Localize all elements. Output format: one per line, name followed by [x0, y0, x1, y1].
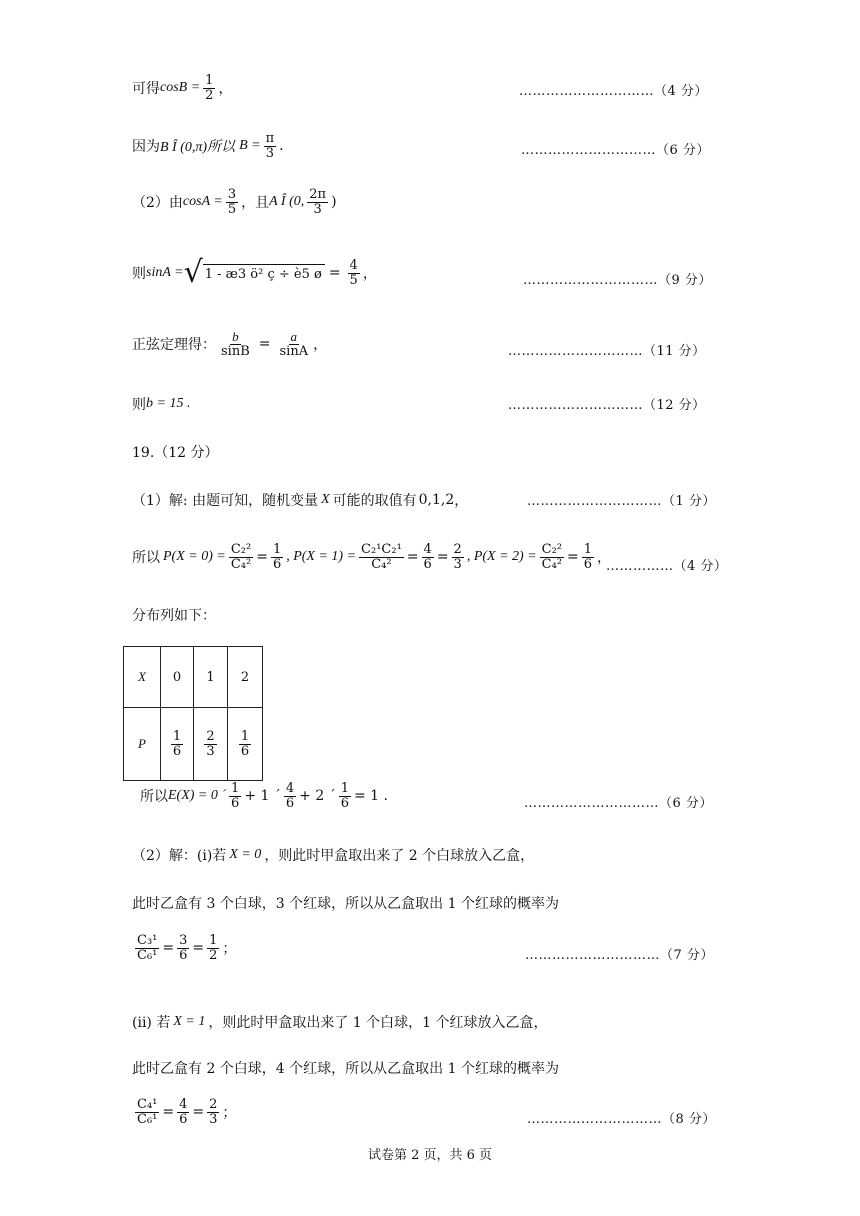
- numerator: 4: [285, 781, 295, 796]
- math-expr: A Î (0,: [269, 194, 305, 210]
- fraction: [278, 330, 311, 358]
- denominator: 3: [209, 1111, 218, 1127]
- score-9: …………………………（9 分）: [523, 273, 712, 288]
- line-case-i-prob: [132, 934, 236, 962]
- distribution-table: [123, 646, 263, 781]
- numerator: C₄¹: [137, 1097, 158, 1112]
- fraction: [339, 782, 351, 810]
- denominator: C₄²: [541, 556, 563, 572]
- equals: =: [162, 940, 175, 957]
- equals: =: [192, 1104, 205, 1121]
- numerator: 1: [209, 933, 218, 948]
- denominator: C₄²: [230, 556, 252, 572]
- fraction: [264, 132, 277, 160]
- numerator: a: [290, 329, 298, 344]
- table-cell: 2: [228, 647, 263, 708]
- math-expr: + 2 ´: [299, 788, 336, 805]
- numerator: C₃¹: [137, 933, 158, 948]
- line-B-range: [132, 132, 284, 160]
- line-case-i-detail: [132, 893, 559, 913]
- math-expr: P(X = 0) =: [163, 549, 226, 565]
- fraction: [177, 934, 189, 962]
- numerator: C₂¹C₂¹: [361, 542, 402, 557]
- fraction: [582, 543, 594, 571]
- denominator: 5: [349, 272, 358, 288]
- line-case-ii-detail: [132, 1058, 559, 1078]
- math-expr: E(X) = 0 ´: [168, 788, 227, 804]
- equals: =: [436, 549, 449, 566]
- fraction: [307, 188, 328, 216]
- text: （2）解：(i)若: [132, 848, 227, 864]
- score-11: …………………………（11 分）: [508, 344, 706, 359]
- page-footer: 试卷第 2 页，共 6 页: [367, 1148, 493, 1163]
- text: 所以: [132, 550, 160, 567]
- punct: ，: [454, 493, 469, 509]
- text: （1）解: 由题可知，随机变量: [132, 493, 319, 509]
- text: 因为: [132, 139, 160, 156]
- punct: ；: [222, 941, 237, 958]
- denominator: 6: [179, 1111, 188, 1127]
- punct: ): [331, 194, 337, 211]
- denominator: sinB: [221, 343, 250, 359]
- fraction: [207, 1098, 219, 1126]
- numerator: 3: [179, 933, 188, 948]
- fraction: [207, 934, 219, 962]
- equals: =: [406, 549, 419, 566]
- numerator: 2: [206, 728, 215, 744]
- equals: =: [258, 336, 271, 353]
- fraction: [204, 730, 216, 758]
- math-expr: + 1 ´: [244, 788, 281, 805]
- denominator: 3: [313, 201, 322, 217]
- text: ，则此时甲盒取出来了 1 个白球，1 个红球放入乙盒，: [208, 1015, 548, 1031]
- fraction: [229, 543, 253, 571]
- numerator: 1: [205, 73, 214, 88]
- numerator: 1: [172, 728, 182, 744]
- punct: ，: [362, 266, 377, 282]
- punct: ，: [597, 550, 612, 567]
- line-sinA: [132, 255, 377, 290]
- score-1: …………………………（1 分）: [527, 494, 716, 509]
- text: 所以: [140, 789, 168, 806]
- numerator: 3: [227, 187, 237, 202]
- text: 分布列如下：: [132, 608, 216, 624]
- line-b-value: [132, 394, 190, 414]
- denominator: 3: [453, 556, 462, 572]
- punct: .: [279, 138, 284, 155]
- line-distribution-intro: [132, 605, 216, 625]
- fraction: [239, 730, 251, 758]
- table-cell: [124, 708, 161, 781]
- math-expr: , P(X = 2) =: [466, 549, 537, 565]
- math-expr: X = 1: [173, 1014, 206, 1029]
- line-cosB: [132, 74, 232, 102]
- fraction: [135, 1098, 159, 1126]
- text: 此时乙盒有 2 个白球，4 个红球，所以从乙盒取出 1 个红球的概率为: [132, 1061, 559, 1077]
- math-expr: = 1 .: [353, 788, 388, 805]
- text: 正弦定理得：: [132, 337, 216, 354]
- radical-icon: √: [183, 255, 203, 290]
- numerator: 1: [583, 542, 593, 557]
- fraction: [219, 330, 252, 358]
- table-cell: [161, 708, 194, 781]
- denominator: 5: [227, 201, 237, 217]
- denominator: 6: [272, 556, 282, 572]
- numerator: 1: [340, 781, 349, 796]
- numerator: 4: [349, 257, 358, 273]
- numerator: 4: [423, 542, 432, 557]
- line-values-of-X: [132, 490, 468, 510]
- line-case-ii-prob: [132, 1098, 236, 1126]
- denominator: 2: [205, 87, 214, 103]
- line-sine-law: [132, 330, 327, 358]
- fraction: [359, 543, 404, 571]
- denominator: sinA: [279, 343, 309, 359]
- cell-text: P: [138, 736, 146, 751]
- math-expr: cosA =: [182, 194, 223, 210]
- line-probabilities: [132, 543, 611, 571]
- text: ，则此时甲盒取出来了 2 个白球放入乙盒，: [264, 848, 535, 864]
- punct: ，: [313, 337, 328, 354]
- denominator: 6: [231, 795, 240, 811]
- numerator: 2: [209, 1097, 218, 1112]
- fraction: [135, 934, 159, 962]
- numerator: 2π: [309, 187, 327, 202]
- line-case-i: [132, 845, 534, 865]
- question-19-header: [132, 442, 219, 462]
- line-case-ii: [132, 1012, 548, 1032]
- score-6b: …………………………（6 分）: [524, 796, 713, 811]
- score-12: …………………………（12 分）: [508, 398, 706, 413]
- fraction: [422, 543, 434, 571]
- denominator: 3: [206, 743, 215, 759]
- text: （2）由: [132, 195, 183, 212]
- score-7: …………………………（7 分）: [525, 948, 714, 963]
- table-cell: 0: [161, 647, 194, 708]
- denominator: 6: [240, 743, 250, 759]
- table-cell: 1: [194, 647, 228, 708]
- denominator: 3: [265, 145, 274, 161]
- denominator: C₆¹: [137, 947, 158, 963]
- fraction: [540, 543, 564, 571]
- fraction: [226, 188, 238, 216]
- table-cell: [124, 647, 161, 708]
- sqrt-body: 1 - æ3 ö² ç ÷ è5 ø: [203, 264, 325, 282]
- numerator: 1: [240, 728, 250, 744]
- numerator: b: [232, 329, 239, 344]
- math-expr: , P(X = 1) =: [286, 549, 357, 565]
- text: 则: [132, 397, 146, 413]
- line-expectation: [140, 782, 388, 810]
- sqrt-expression: [183, 255, 325, 290]
- math-expr: b = 15 .: [146, 396, 191, 411]
- cell-text: X: [138, 669, 146, 684]
- fraction: [203, 74, 215, 102]
- math-expr: sinA =: [146, 265, 184, 280]
- fraction: [177, 1098, 189, 1126]
- text: 此时乙盒有 3 个白球，3 个红球，所以从乙盒取出 1 个红球的概率为: [132, 896, 559, 912]
- denominator: 6: [179, 947, 188, 963]
- equals: =: [256, 549, 268, 566]
- numerator: π: [265, 131, 275, 146]
- score-8: …………………………（8 分）: [527, 1112, 716, 1127]
- equals: =: [567, 549, 579, 566]
- equals: =: [162, 1104, 175, 1121]
- denominator: 6: [340, 795, 349, 811]
- fraction: [284, 782, 296, 810]
- text: 则: [132, 266, 146, 282]
- numerator: 4: [179, 1097, 188, 1112]
- text: ，且: [241, 195, 270, 212]
- math-expr: B =: [239, 138, 261, 154]
- fraction: [452, 543, 464, 571]
- denominator: C₄²: [371, 556, 392, 572]
- numerator: 1: [231, 781, 240, 796]
- text: (ii) 若: [132, 1015, 171, 1031]
- numerator: C₂²: [230, 542, 252, 557]
- punct: ；: [222, 1105, 237, 1122]
- equals: =: [192, 940, 205, 957]
- math-values: 0,1,2: [418, 492, 455, 508]
- fraction: [348, 259, 360, 287]
- table-row: [124, 647, 263, 708]
- denominator: 2: [209, 947, 218, 963]
- denominator: 6: [172, 743, 182, 759]
- text: 可得: [132, 81, 160, 98]
- denominator: 6: [583, 556, 593, 572]
- table-cell: [194, 708, 228, 781]
- text: 19.（12 分）: [132, 445, 219, 461]
- table-cell: [228, 708, 263, 781]
- equals: =: [328, 265, 341, 281]
- math-expr: X = 0: [229, 847, 262, 862]
- denominator: 6: [423, 556, 432, 572]
- numerator: 1: [272, 542, 282, 557]
- fraction: [229, 782, 241, 810]
- fraction: [171, 730, 183, 758]
- score-6: …………………………（6 分）: [521, 143, 710, 158]
- math-expr: cosB =: [160, 80, 201, 96]
- denominator: 6: [285, 795, 295, 811]
- denominator: C₆¹: [137, 1111, 158, 1127]
- math-var: X: [321, 492, 330, 507]
- table-row: [124, 708, 263, 781]
- numerator: 2: [453, 542, 462, 557]
- numerator: C₂²: [541, 542, 563, 557]
- text: 可能的取值有: [332, 493, 417, 509]
- line-cosA: [132, 188, 337, 216]
- punct: ，: [218, 81, 233, 98]
- score-4b: ……………（4 分）: [606, 559, 728, 574]
- fraction: [271, 543, 283, 571]
- math-expr: B Î (0,π)所以: [160, 140, 236, 156]
- score-4: …………………………（4 分）: [519, 84, 708, 99]
